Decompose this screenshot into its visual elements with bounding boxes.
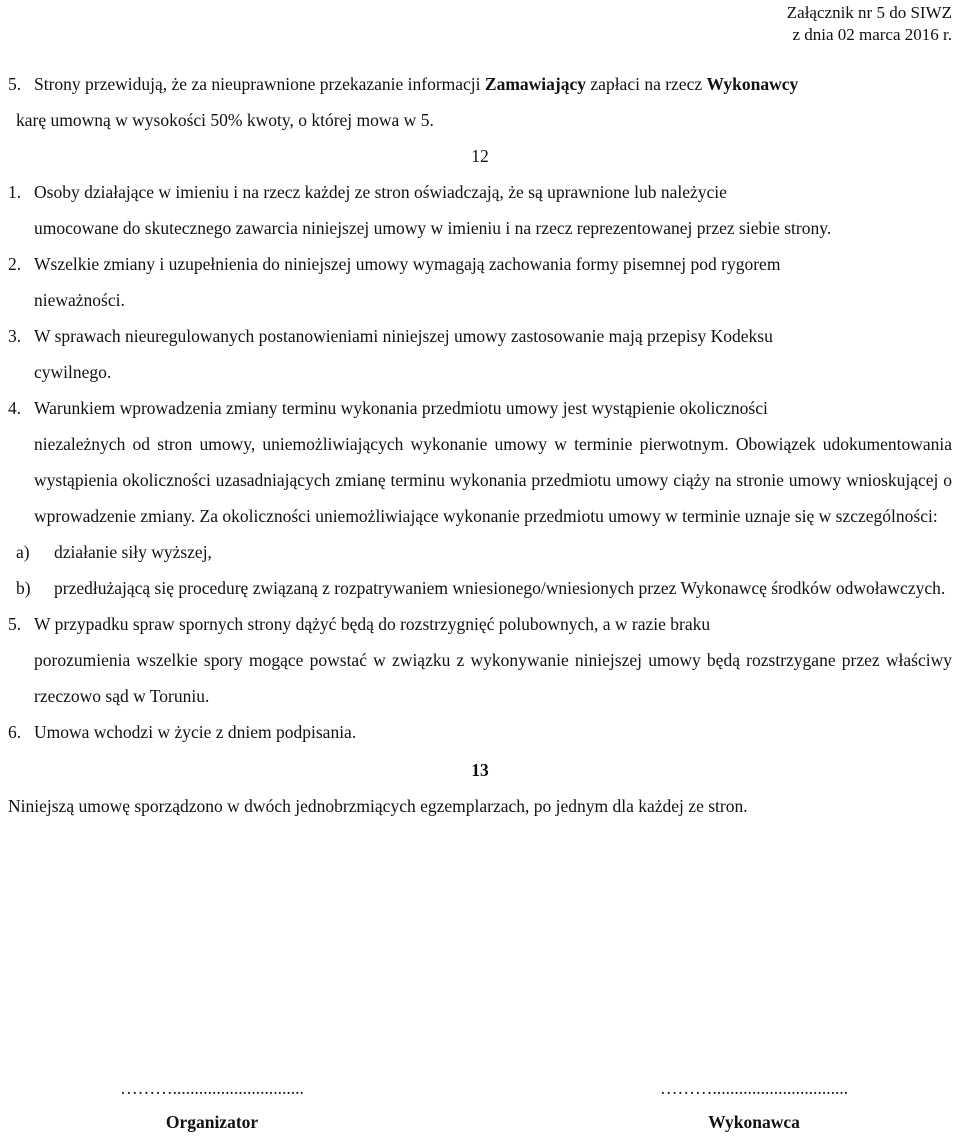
paragraph-5-top: 5. Strony przewidują, że za nieuprawnione przekazanie informacji Zamawiający zapłaci na rzecz Wykonawcy karę umowną w wysokości 50% kwoty, o której mowa w 5.: [8, 66, 952, 138]
signature-line-right: ………...............................: [659, 1078, 849, 1098]
s12-item-3: 3. W sprawach nieuregulowanych postanowieniami niniejszej umowy zastosowanie mają przepisy Kodeksu: [8, 326, 773, 346]
section-12: 12 1. Osoby działające w imieniu i na rzecz każdej ze stron oświadczają, że są uprawnione lub należycie umocowane do skutecznego zawarcia niniejszej umowy w imieniu i na rzecz reprezentowanej przez siebie strony. 2. Wszelkie zmiany i uzupełnienia do niniejszej umowy wymagają zachowania formy pisemnej pod rygorem nieważności. 3. W sprawach nieuregulowanych postanowieniami niniejszej umowy zastosowanie mają przepisy Kodeksu cywilnego. 4. Warunkiem wprowadzenia zmiany terminu wykonania przedmiotu umowy jest wystąpienie okoliczności niezależnych od stron umowy, uniemożliwiających wykonanie umowy w terminie pierwotnym. Obowiązek udokumentowania wystąpienia okoliczności uzasadniających zmianę terminu wykonania przedmiotu umowy ciąży na stronie umowy wnioskującej o wprowadzenie zmiany. Za okoliczności uniemożliwiające wykonanie przedmiotu umowy w terminie uznaje się w szczególności: a) działanie siły wyższej, b) przedłużającą się procedurę związaną z rozpatrywaniem wniesionego/wniesionych przez Wykonawcę środków odwoławczych. 5. W przypadku spraw spornych strony dążyć będą do rozstrzygnięć polubownych, a w razie braku porozumienia wszelkie spory mogące powstać w związku z wykonywanie niniejszej umowy będą rozstrzygane przez właściwy rzeczowo sąd w Toruniu. 6. Umowa wchodzi w życie z dniem podpisania. 13 Niniejszą umowę sporządzono w dwóch jednobrzmiących egzemplarzach, po jednym dla każdej ze stron.: [8, 138, 952, 824]
signature-label-organizator: Organizator: [165, 1112, 259, 1132]
s12-item-4-a: a) działanie siły wyższej,: [16, 542, 212, 562]
attachment-title: Załącznik nr 5 do SIWZ: [786, 3, 952, 22]
s12-item-4: 4. Warunkiem wprowadzenia zmiany terminu wykonania przedmiotu umowy jest wystąpienie okoliczności: [8, 398, 768, 418]
signature-organizator: [42, 1070, 382, 1140]
s12-item-4-b: b) przedłużającą się procedurę związaną z rozpatrywaniem wniesionego/wniesionych przez Wykonawcę środków odwoławczych.: [16, 578, 946, 598]
signature-line-left: ………..............................: [120, 1078, 304, 1098]
s12-item-6: 6. Umowa wchodzi w życie z dniem podpisania.: [8, 722, 357, 742]
s12-item-2: 2. Wszelkie zmiany i uzupełnienia do niniejszej umowy wymagają zachowania formy pisemnej pod rygorem: [8, 254, 781, 274]
attachment-date: z dnia 02 marca 2016 r.: [792, 25, 952, 44]
section-12-title: 12: [471, 146, 489, 166]
s12-item-1: 1. Osoby działające w imieniu i na rzecz każdej ze stron oświadczają, że są uprawnione lub należycie: [8, 182, 727, 202]
bold-wykonawcy: Wykonawcy: [706, 74, 799, 94]
section-13-text: Niniejszą umowę sporządzono w dwóch jednobrzmiących egzemplarzach, po jednym dla każdej ze stron.: [8, 796, 748, 816]
attachment-header: [787, 2, 952, 46]
paragraph-number: 5.: [8, 74, 22, 94]
s12-item-5: 5. W przypadku spraw spornych strony dążyć będą do rozstrzygnięć polubownych, a w razie braku: [8, 614, 711, 634]
paragraph-continuation: karę umowną w wysokości 50% kwoty, o której mowa w 5.: [16, 110, 434, 130]
section-13-title: 13: [471, 760, 489, 780]
bold-zamawiajacy: Zamawiający: [484, 74, 587, 94]
signature-wykonawca: [584, 1070, 924, 1140]
signature-label-wykonawca: Wykonawca: [708, 1112, 800, 1132]
